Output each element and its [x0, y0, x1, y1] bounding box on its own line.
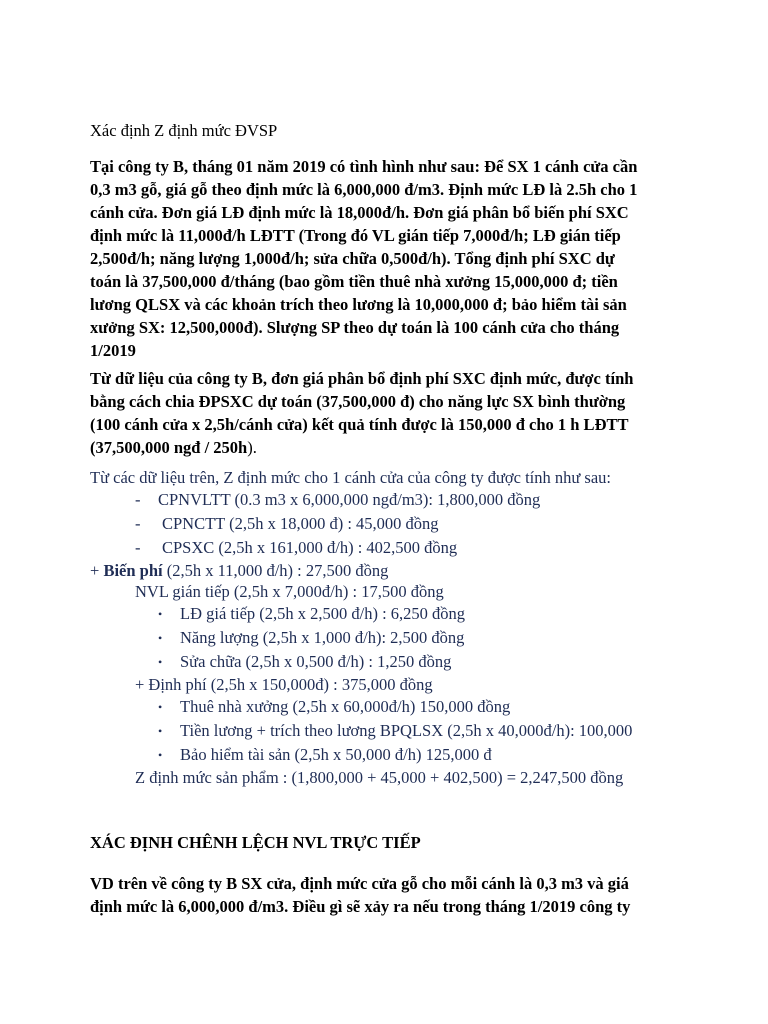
dinhphi-item: Thuê nhà xưởng (2,5h x 60,000đ/h) 150,000 đồng: [180, 697, 511, 716]
cost-item-nvl: CPNVLTT (0.3 m3 x 6,000,000 ngđ/m3): 1,800,000 đồng: [158, 490, 541, 509]
paragraph-line: Từ dữ liệu của công ty B, đơn giá phân bổ định phí SXC định mức, được tính: [90, 369, 634, 388]
bienphi-item: LĐ giá tiếp (2,5h x 2,500 đ/h) : 6,250 đồng: [180, 604, 466, 623]
bullet-marker: •: [158, 655, 163, 669]
nvl-gian-tiep-line: NVL gián tiếp (2,5h x 7,000đ/h) : 17,500 đồng: [135, 582, 444, 601]
paragraph-line: lương QLSX và các khoản trích theo lương là 10,000,000 đ; bảo hiểm tài sản: [90, 295, 627, 314]
bullet-marker: •: [158, 631, 163, 645]
paragraph-line: 1/2019: [90, 341, 136, 360]
total-line: Z định mức sản phẩm : (1,800,000 + 45,000 + 402,500) = 2,247,500 đồng: [135, 768, 624, 787]
paragraph-line: toán là 37,500,000 đ/tháng (bao gồm tiền thuê nhà xưởng 15,000,000 đ; tiền: [90, 272, 618, 291]
dinhphi-item: Tiền lương + trích theo lương BPQLSX (2,5h x 40,000đ/h): 100,000: [180, 721, 633, 740]
bullet-marker: •: [158, 724, 163, 738]
cost-item-sxc: CPSXC (2,5h x 161,000 đ/h) : 402,500 đồng: [162, 538, 458, 557]
dinhphi-item: Bảo hiểm tài sản (2,5h x 50,000 đ/h) 125,000 đ: [180, 745, 492, 764]
paragraph-line: 0,3 m3 gỗ, giá gỗ theo định mức là 6,000,000 đ/m3. Định mức LĐ là 2.5h cho 1: [90, 180, 638, 199]
dash-marker: -: [135, 490, 141, 509]
bienphi-rest: (2,5h x 11,000 đ/h) : 27,500 đồng: [162, 561, 389, 580]
dinhphi-line: + Định phí (2,5h x 150,000đ) : 375,000 đồng: [135, 675, 433, 694]
paragraph-line: [90, 437, 257, 459]
bienphi-item: Sửa chữa (2,5h x 0,500 đ/h) : 1,250 đồng: [180, 652, 452, 671]
paragraph-end: ).: [247, 438, 257, 457]
paragraph-line: VD trên về công ty B SX cửa, định mức cửa gỗ cho mỗi cánh là 0,3 m3 và giá: [90, 874, 629, 893]
section-heading: Xác định Z định mức ĐVSP: [90, 121, 278, 140]
paragraph-line: xưởng SX: 12,500,000đ). Slượng SP theo dự toán là 100 cánh cửa cho tháng: [90, 318, 620, 337]
paragraph-line: bằng cách chia ĐPSXC dự toán (37,500,000 đ) cho năng lực SX bình thường: [90, 392, 626, 411]
bullet-marker: •: [158, 748, 163, 762]
paragraph-line: Tại công ty B, tháng 01 năm 2019 có tình hình như sau: Để SX 1 cánh cửa cần: [90, 157, 638, 176]
dash-marker: -: [135, 514, 141, 533]
bienphi-label: Biến phí: [103, 561, 163, 580]
paragraph-line: định mức là 11,000đ/h LĐTT (Trong đó VL gián tiếp 7,000đ/h; LĐ gián tiếp: [90, 226, 621, 245]
bullet-marker: •: [158, 700, 163, 714]
dash-marker: -: [135, 538, 141, 557]
paragraph-line: định mức là 6,000,000 đ/m3. Điều gì sẽ xảy ra nếu trong tháng 1/2019 công ty: [90, 897, 631, 916]
bienphi-line: [90, 560, 388, 582]
paragraph-text: (37,500,000 ngđ / 250h: [90, 438, 248, 457]
paragraph-line: 2,500đ/h; năng lượng 1,000đ/h; sửa chữa 0,500đ/h). Tổng định phí SXC dự: [90, 249, 615, 268]
bullet-marker: •: [158, 607, 163, 621]
calculation-intro: Từ các dữ liệu trên, Z định mức cho 1 cánh cửa của công ty được tính như sau:: [90, 468, 612, 487]
bienphi-prefix: +: [90, 561, 104, 580]
bienphi-item: Năng lượng (2,5h x 1,000 đ/h): 2,500 đồng: [180, 628, 465, 647]
section-heading: XÁC ĐỊNH CHÊNH LỆCH NVL TRỰC TIẾP: [90, 833, 421, 852]
cost-item-nc: CPNCTT (2,5h x 18,000 đ) : 45,000 đồng: [162, 514, 439, 533]
paragraph-line: (100 cánh cửa x 2,5h/cánh cửa) kết quả tính được là 150,000 đ cho 1 h LĐTT: [90, 415, 629, 434]
paragraph-line: cánh cửa. Đơn giá LĐ định mức là 18,000đ/h. Đơn giá phân bổ biến phí SXC: [90, 203, 629, 222]
